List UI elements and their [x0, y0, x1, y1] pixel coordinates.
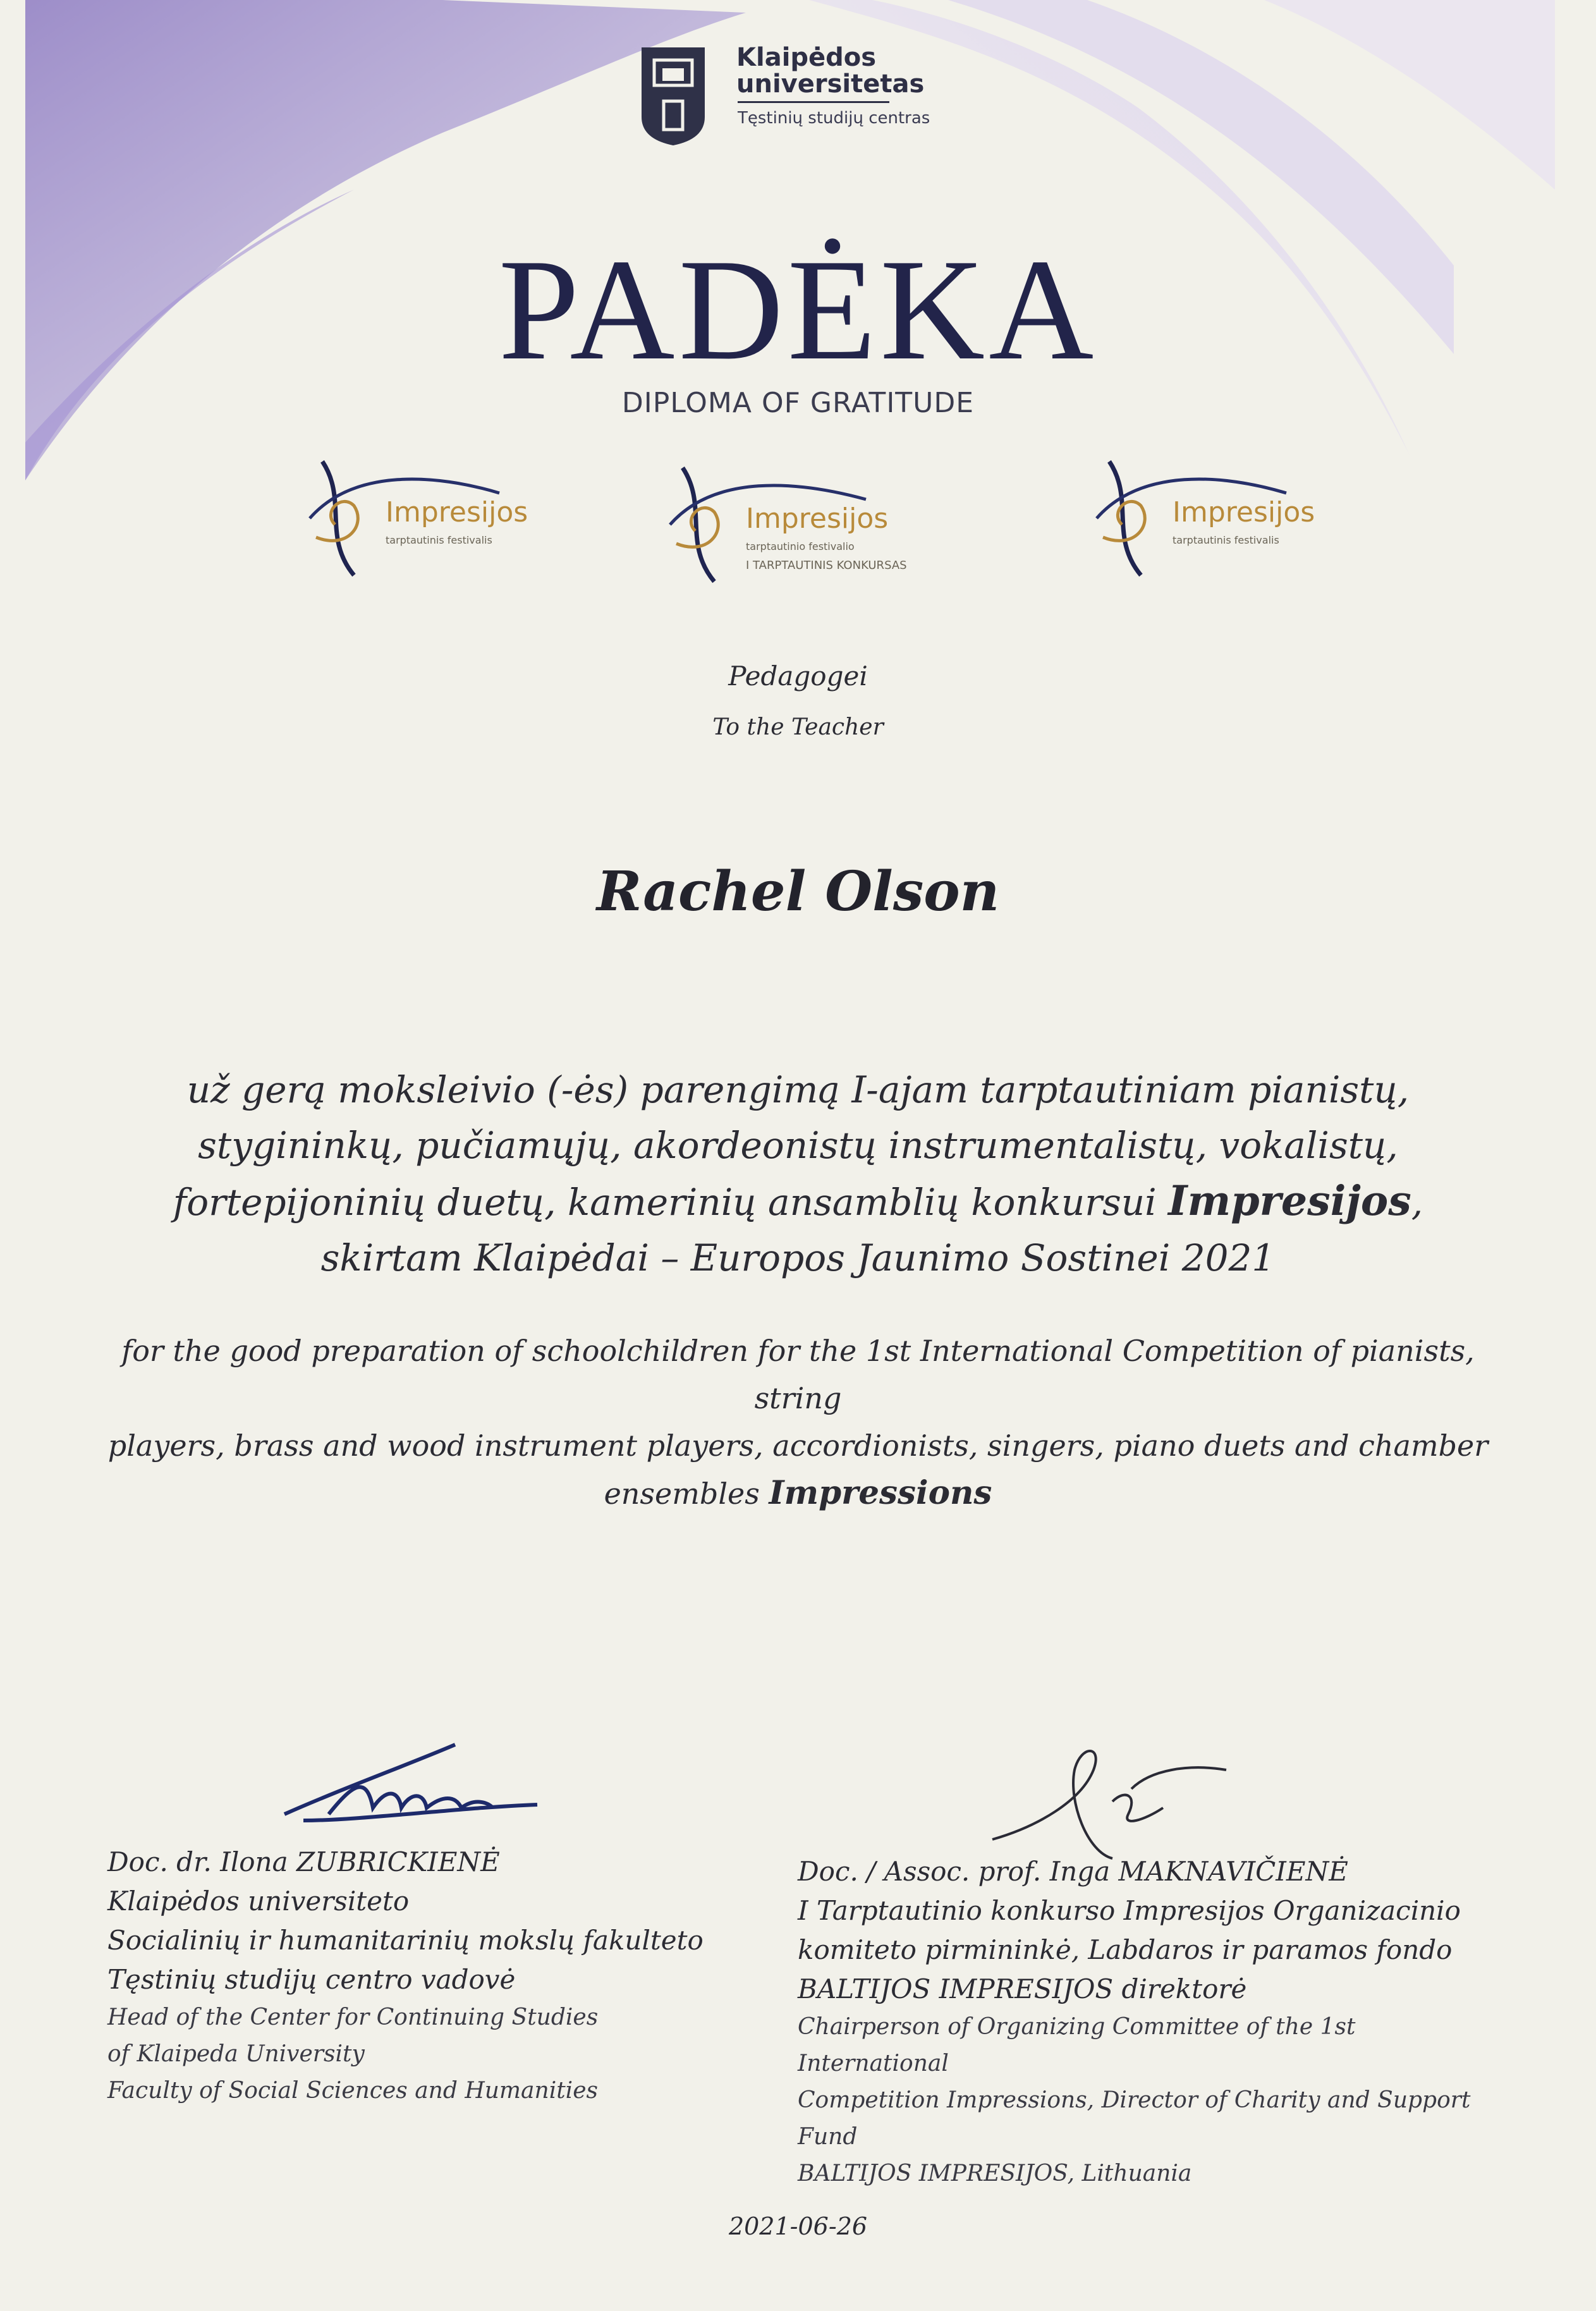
page-title: PADĖKA — [498, 229, 1098, 390]
svg-text:Impresijos: Impresijos — [1173, 496, 1315, 528]
body-en-line3-text: ensembles — [604, 1477, 769, 1511]
impresijos-festival-logo-icon — [297, 442, 563, 594]
signatory-left-line: Socialinių ir humanitarinių mokslų fakulteto — [107, 1925, 704, 1956]
signatory-right-line: BALTIJOS IMPRESIJOS direktorė — [798, 1973, 1247, 2004]
svg-text:Impresijos: Impresijos — [746, 503, 889, 535]
svg-text:I TARPTAUTINIS KONKURSAS: I TARPTAUTINIS KONKURSAS — [746, 559, 907, 572]
body-lt-line3-text: fortepijoninių duetų, kamerinių ansamblių konkursui — [173, 1181, 1169, 1224]
body-en — [95, 1327, 1501, 1518]
university-name-line1: Klaipėdos — [736, 43, 877, 72]
signatory-left-line-en: of Klaipeda University — [107, 2041, 365, 2067]
signatory-right-line: Doc. / Assoc. prof. Inga MAKNAVIČIENĖ — [798, 1856, 1348, 1887]
university-name-line2: universitetas — [736, 70, 925, 99]
impresijos-festival-logo-icon — [657, 449, 961, 601]
handwritten-signature — [265, 1719, 556, 1839]
signatory-left — [107, 1843, 740, 2109]
signatory-right-line-en: Chairperson of Organizing Committee of the 1st International — [798, 2014, 1356, 2076]
signatory-left-line-en: Head of the Center for Continuing Studies — [107, 2004, 599, 2030]
body-lt-line1: už gerą moksleivio (-ės) parengimą I-ajam tarptautiniam pianistų, — [186, 1068, 1410, 1111]
university-name — [736, 44, 924, 97]
body-lt — [158, 1062, 1438, 1286]
body-en-line2: players, brass and wood instrument players, accordionists, singers, piano duets and chamber — [107, 1429, 1489, 1463]
svg-text:tarptautinio festivalio: tarptautinio festivalio — [746, 540, 855, 552]
recipient-label-lt: Pedagogei — [728, 661, 868, 692]
body-lt-line3 — [158, 1173, 1438, 1230]
impresijos-festival-logo-icon — [1084, 442, 1349, 594]
signatory-left-line-en: Faculty of Social Sciences and Humanities — [107, 2078, 598, 2104]
recipient-name: Rachel Olson — [596, 860, 1000, 924]
signatory-right-line-en: Competition Impressions, Director of Charity and Support Fund — [798, 2087, 1471, 2150]
signatory-right — [798, 1852, 1493, 2192]
body-en-line1: for the good preparation of schoolchildren for the 1st International Competition of pianists, string — [121, 1334, 1475, 1415]
signatory-right-line-en: BALTIJOS IMPRESIJOS, Lithuania — [798, 2161, 1192, 2186]
issue-date: 2021-06-26 — [728, 2212, 868, 2240]
signatory-left-line: Klaipėdos universiteto — [107, 1886, 410, 1917]
divider — [738, 101, 889, 103]
signatory-left-line: Tęstinių studijų centro vadovė — [107, 1964, 516, 1995]
body-en-line3 — [95, 1470, 1501, 1518]
signatory-right-line: komiteto pirmininkė, Labdaros ir paramos fondo — [798, 1934, 1453, 1965]
svg-text:tarptautinis festivalis: tarptautinis festivalis — [386, 534, 492, 546]
svg-text:tarptautinis festivalis: tarptautinis festivalis — [1173, 534, 1279, 546]
klaipeda-university-crest-icon — [638, 44, 708, 149]
page-subtitle: DIPLOMA OF GRATITUDE — [621, 387, 975, 419]
university-department: Tęstinių studijų centras — [738, 109, 930, 128]
svg-text:Impresijos: Impresijos — [386, 496, 528, 528]
festival-logo-2 — [657, 449, 961, 601]
festival-logo-1 — [297, 442, 563, 594]
body-lt-line2: stygininkų, pučiamųjų, akordeonistų instrumentalistų, vokalistų, — [198, 1124, 1398, 1167]
body-lt-line4: skirtam Klaipėdai – Europos Jaunimo Sostinei 2021 — [320, 1236, 1276, 1279]
competition-brand-en: Impressions — [769, 1474, 992, 1512]
signatory-left-line: Doc. dr. Ilona ZUBRICKIENĖ — [107, 1846, 500, 1877]
competition-brand-lt: Impresijos — [1168, 1177, 1411, 1225]
handwritten-signature — [986, 1732, 1239, 1871]
festival-logo-3 — [1084, 442, 1349, 594]
signatory-right-line: I Tarptautinio konkurso Impresijos Organizacinio — [798, 1895, 1461, 1926]
recipient-label-en: To the Teacher — [712, 714, 884, 740]
body-lt-line3-end: , — [1411, 1181, 1423, 1224]
